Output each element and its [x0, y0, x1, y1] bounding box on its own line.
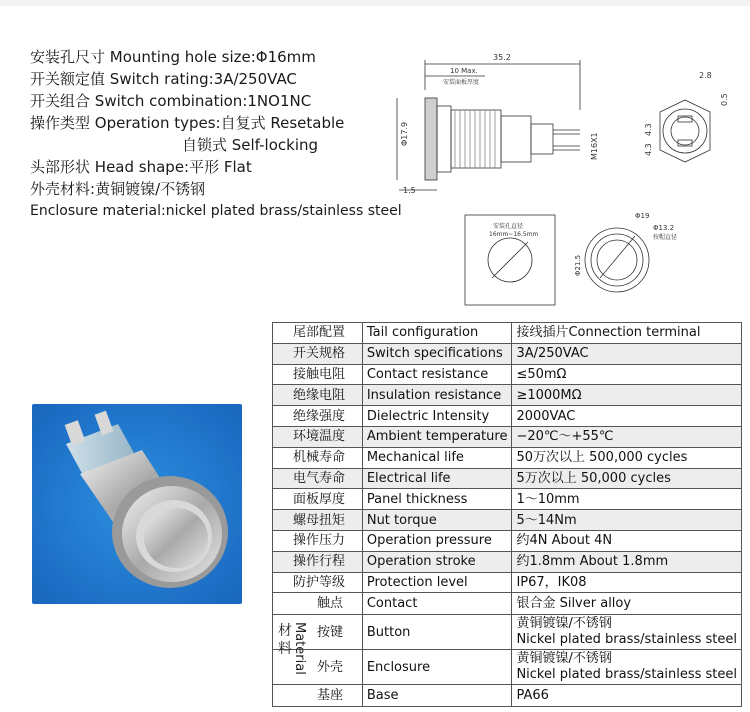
row-label-en: Insulation resistance: [362, 385, 512, 406]
row-label-en: Nut torque: [362, 510, 512, 531]
material-label-zh: 外壳: [273, 650, 363, 685]
material-row: [273, 650, 742, 685]
dim-flange: 1.5: [403, 186, 416, 195]
mounting-hole-view: [465, 215, 555, 305]
row-value: 约4N About 4N: [512, 530, 742, 551]
switch-bezel: [112, 476, 228, 588]
row-label-zh: 面板厚度: [273, 489, 363, 510]
side-view: [397, 53, 599, 195]
row-label-zh: 开关规格: [273, 343, 363, 364]
table-row: [273, 468, 742, 489]
product-photo: [32, 404, 242, 604]
dim-pin-b: 4.3: [644, 143, 653, 156]
dim-ring-diameter: Φ13.2: [653, 224, 675, 232]
front-view: [574, 212, 677, 292]
row-value: 3A/250VAC: [512, 343, 742, 364]
dim-total-length: 35.2: [493, 53, 511, 62]
table-row: [273, 447, 742, 468]
row-value: 5～14Nm: [512, 510, 742, 531]
material-value: [512, 593, 742, 615]
dim-diameter: Φ17.9: [400, 121, 409, 146]
material-value: [512, 615, 742, 650]
row-label-en: Electrical life: [362, 468, 512, 489]
spec-head-shape: 头部形状 Head shape:平形 Flat: [30, 158, 252, 176]
row-label-zh: 尾部配置: [273, 323, 363, 344]
material-value-line-1: 黄铜镀镍/不锈钢: [516, 651, 612, 667]
row-value: 2000VAC: [512, 406, 742, 427]
row-label-zh: 绝缘强度: [273, 406, 363, 427]
row-value: IP67，IK08: [512, 572, 742, 593]
row-value: ≤50mΩ: [512, 364, 742, 385]
back-view: [644, 71, 729, 162]
dim-thread: M16X1: [590, 132, 599, 160]
material-label-en: Contact: [362, 593, 512, 615]
material-label-zh: 基座: [273, 685, 363, 707]
row-label-en: Ambient temperature: [362, 426, 512, 447]
spec-enclosure-material-en: Enclosure material:nickel plated brass/stainless steel: [30, 203, 402, 219]
material-label-zh: 材料: [278, 623, 292, 657]
technical-drawing: [395, 50, 740, 310]
row-label-en: Operation stroke: [362, 551, 512, 572]
row-label-en: Tail configuration: [362, 323, 512, 344]
row-label-en: Dielectric Intensity: [362, 406, 512, 427]
spec-switch-rating: 开关额定值 Switch rating:3A/250VAC: [30, 70, 297, 88]
spec-table: [272, 322, 742, 707]
table-row: [273, 385, 742, 406]
material-row: [273, 615, 742, 650]
material-label-en: Base: [362, 685, 512, 707]
material-label-en: Button: [362, 615, 512, 650]
row-value: ≥1000MΩ: [512, 385, 742, 406]
spec-mounting-hole: 安装孔尺寸 Mounting hole size:Φ16mm: [30, 48, 316, 66]
row-value: 50万次以上 500,000 cycles: [512, 447, 742, 468]
row-value: −20℃～+55℃: [512, 426, 742, 447]
row-value: 约1.8mm About 1.8mm: [512, 551, 742, 572]
spec-list: [30, 46, 402, 222]
table-row: [273, 551, 742, 572]
row-label-zh: 机械寿命: [273, 447, 363, 468]
dim-pin-width: 2.8: [699, 71, 712, 80]
material-label-zh: 按键: [273, 615, 363, 650]
dim-panel-note: 安装面板厚度: [443, 79, 480, 86]
hole-note-2: 16mm~16.5mm: [489, 231, 539, 238]
row-label-zh: 环境温度: [273, 426, 363, 447]
material-value-line-2: Nickel plated brass/stainless steel: [516, 667, 737, 683]
dim-ring-note: 按帽直径: [653, 234, 678, 241]
dim-panel-max: 10 Max.: [450, 67, 478, 75]
dim-pin-a: 4.3: [644, 123, 653, 136]
table-row: [273, 406, 742, 427]
material-row: [273, 593, 742, 615]
row-label-en: Panel thickness: [362, 489, 512, 510]
row-label-zh: 绝缘电阻: [273, 385, 363, 406]
row-label-en: Contact resistance: [362, 364, 512, 385]
material-label-en: Material: [292, 622, 307, 675]
material-value-line-2: Nickel plated brass/stainless steel: [516, 632, 737, 648]
row-value: 1～10mm: [512, 489, 742, 510]
row-value: 接线插片Connection terminal: [512, 323, 742, 344]
table-row: [273, 343, 742, 364]
spec-switch-combination: 开关组合 Switch combination:1NO1NC: [30, 92, 312, 110]
material-label-en: Enclosure: [362, 650, 512, 685]
table-row: [273, 572, 742, 593]
row-label-zh: 防护等级: [273, 572, 363, 593]
material-value-line-1: 黄铜镀镍/不锈钢: [516, 616, 612, 632]
row-label-zh: 接触电阻: [273, 364, 363, 385]
material-label-zh: 触点: [273, 593, 363, 615]
row-label-zh: 操作压力: [273, 530, 363, 551]
material-value: [512, 650, 742, 685]
row-label-zh: 电气寿命: [273, 468, 363, 489]
dim-nut-diameter: Φ19: [635, 212, 650, 220]
table-row: [273, 323, 742, 344]
row-label-en: Operation pressure: [362, 530, 512, 551]
hole-note-1: 安装孔直径: [493, 223, 524, 230]
row-label-en: Mechanical life: [362, 447, 512, 468]
spec-operation-types-2: 自锁式 Self-locking: [182, 136, 319, 154]
material-label: [278, 622, 308, 675]
material-value-line-1: 银合金 Silver alloy: [516, 595, 632, 611]
material-value: [512, 685, 742, 707]
material-value-line-1: PA66: [516, 687, 549, 703]
table-row: [273, 426, 742, 447]
row-label-en: Protection level: [362, 572, 512, 593]
row-label-en: Switch specifications: [362, 343, 512, 364]
spec-operation-types: 操作类型 Operation types:自复式 Resetable: [30, 114, 345, 132]
dim-pin-thickness: 0.5: [720, 93, 729, 106]
table-row: [273, 530, 742, 551]
row-value: 5万次以上 50,000 cycles: [512, 468, 742, 489]
row-label-zh: 螺母扭矩: [273, 510, 363, 531]
dim-nut-af: Φ21.5: [574, 254, 582, 276]
top-bar: [0, 0, 750, 6]
material-row: [273, 685, 742, 707]
table-row: [273, 489, 742, 510]
spec-enclosure-material-zh: 外壳材料:黄铜镀镍/不锈钢: [30, 180, 206, 198]
table-row: [273, 510, 742, 531]
row-label-zh: 操作行程: [273, 551, 363, 572]
table-row: [273, 364, 742, 385]
